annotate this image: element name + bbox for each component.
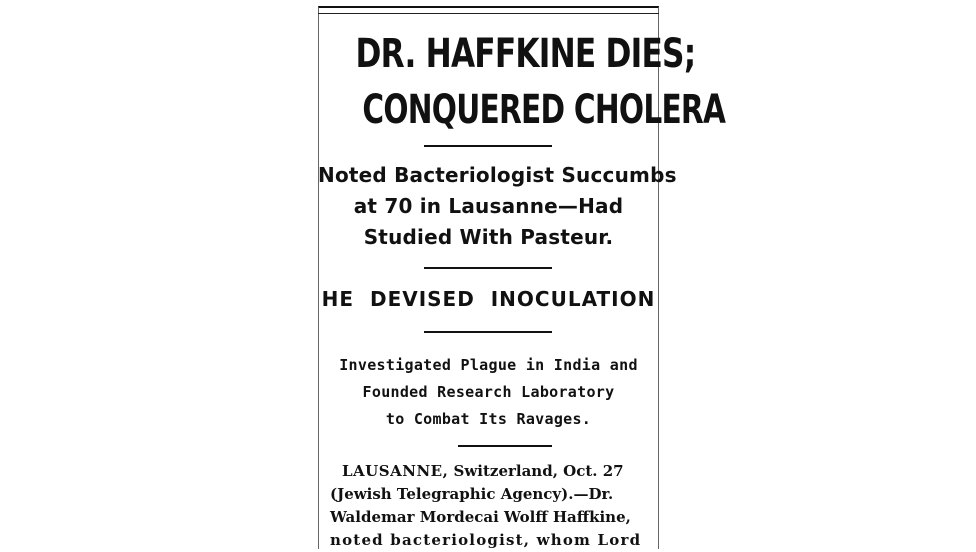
divider-rule-4 (458, 445, 552, 447)
deck-secondary: HE DEVISED INOCULATION (321, 287, 656, 311)
headline-line-1: DR. HAFFKINE DIES; (355, 31, 696, 77)
deck-tertiary-line: Founded Research Laboratory (362, 383, 615, 401)
dateline: LAUSANNE, (342, 462, 449, 480)
deck-tertiary (318, 352, 659, 433)
top-double-rule (318, 13, 659, 14)
divider-rule-1 (424, 145, 552, 147)
divider-rule-3 (424, 331, 552, 333)
deck-primary-line: at 70 in Lausanne—Had (353, 194, 624, 218)
deck-tertiary-line: to Combat Its Ravages. (385, 410, 592, 428)
article-line-1 (330, 460, 652, 483)
article-line-1-rest: Switzerland, Oct. 27 (448, 462, 624, 480)
divider-rule-2 (424, 267, 552, 269)
deck-primary-line: Studied With Pasteur. (363, 225, 614, 249)
deck-primary (318, 160, 677, 253)
article-line-4: noted bacteriologist, whom Lord (330, 531, 642, 549)
headline-line-2: CONQUERED CHOLERA (362, 87, 726, 133)
article-body (330, 460, 652, 552)
deck-primary-line: Noted Bacteriologist Succumbs (318, 163, 677, 187)
article-line-2: (Jewish Telegraphic Agency).—Dr. (330, 485, 614, 503)
article-line-3: Waldemar Mordecai Wolff Haffkine, (330, 508, 631, 526)
deck-tertiary-line: Investigated Plague in India and (339, 356, 638, 374)
